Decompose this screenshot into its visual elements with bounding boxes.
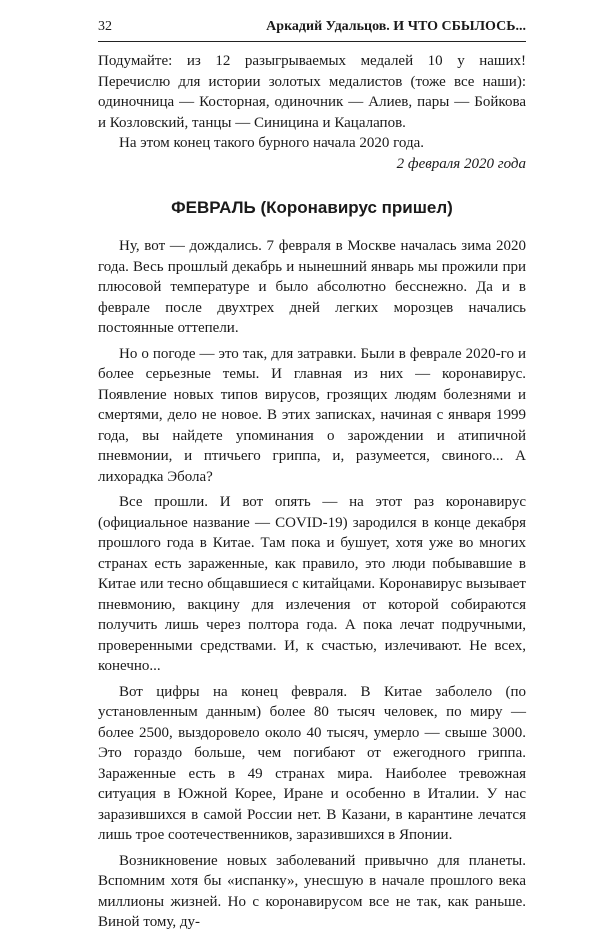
chapter-paragraph: Возникновение новых заболеваний привычно для планеты. Вспомним хотя бы «испанку», унесшую в начале прошлого века миллионы жизней. Но с коронавирусом все не так, как раньше. Виной тому, ду-	[98, 852, 526, 930]
chapter-paragraph: Но о погоде — это так, для затравки. Были в феврале 2020-го и более серьезные темы. И главная из них — коронавирус. Появление новых типов вирусов, грозящих людям болезнями и смертями, дело не новое. В этих записках, начиная с января 1999 года, вы найдете упоминания о зарождении и атипичной пневмонии, и птичьего гриппа, и, разумеется, свиного... А лихорадка Эбола?	[98, 345, 526, 485]
chapter-paragraph: Вот цифры на конец февраля. В Китае заболело (по установленным данным) более 80 тысяч человек, по миру — более 2500, выздоровело около 40 тысяч, умерло — свыше 3000. Это гораздо больше, чем погибают от ежегодного гриппа. Зараженные есть в 49 странах мира. Наиболее тревожная ситуация в Южной Корее, Иране и особенно в Италии. У нас заразившихся в самой России нет. В Казани, в карантине лечатся лишь трое соотечественников, заразившихся в Японии.	[98, 683, 526, 843]
dateline: 2 февраля 2020 года	[396, 155, 526, 172]
chapter-paragraph: Все прошли. И вот опять — на этот раз коронавирус (официальное название — COVID-19) зародился в конце декабря прошлого года в Китае. Там пока и бушует, хотя уже во многих странах есть зараженные, как правило, это люди побывавшие в Китае или тесно общавшиеся с китайцами. Коронавирус вызывает пневмонию, вакцину для излечения от которой собираются получить лишь через полтора года. А пока лечат подручными, проверенными средствами. И, к счастью, излечивают. Не всех, конечно...	[98, 494, 526, 674]
book-page	[98, 18, 526, 933]
chapter-paragraph: Ну, вот — дождались. 7 февраля в Москве началась зима 2020 года. Весь прошлый декабрь и нынешний январь мы прожили при плюсовой температуре и было абсолютно бесснежно. Да и в феврале после двухтрех дней легких морозцев начались постоянные оттепели.	[98, 238, 526, 336]
chapter-heading: ФЕВРАЛЬ (Коронавирус пришел)	[171, 198, 453, 217]
running-title: Аркадий Удальцов. И ЧТО СБЫЛОСЬ...	[266, 19, 526, 34]
page-number: 32	[98, 19, 112, 34]
running-header	[98, 18, 526, 42]
intro-paragraph: Подумайте: из 12 разыгрываемых медалей 10 у наших! Перечислю для истории золотых медалистов (тоже все наши): одиночница — Косторная, одиночник — Алиев, пары — Бойкова и Козловский, танцы — Синицина и Кацалапов.	[98, 53, 526, 131]
page-body	[98, 51, 526, 933]
intro-closing-paragraph: На этом конец такого бурного начала 2020 года.	[119, 135, 424, 151]
